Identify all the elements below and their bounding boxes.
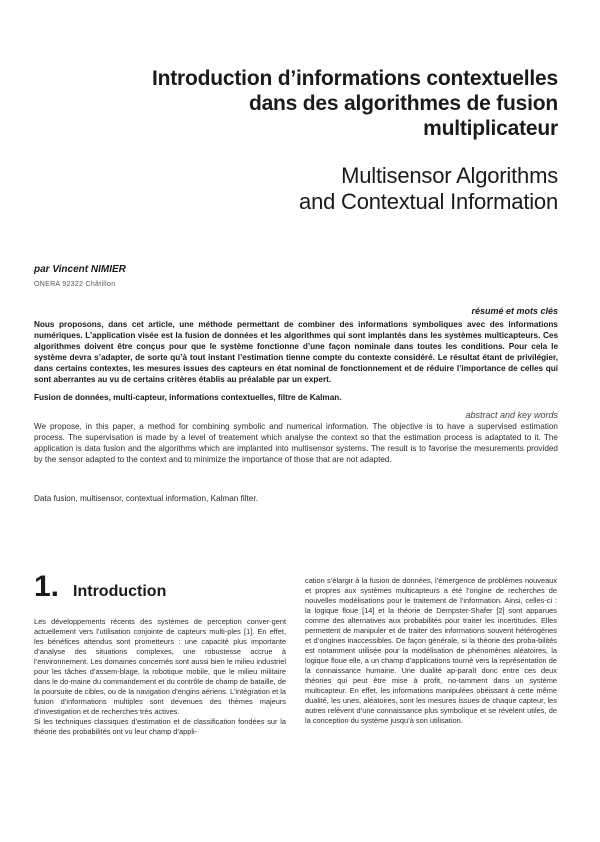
intro-left-column — [34, 617, 286, 737]
section-heading — [34, 570, 166, 604]
english-title-line: and Contextual Information — [299, 189, 558, 214]
abstract-heading: abstract and key words — [465, 410, 558, 420]
intro-paragraph: Les développements récents des systèmes de perception conver-gent actuellement vers l’utilisation conjointe de capteurs multi-ples [1]. En effet, les bénéfices attendus sont prometteurs : une capacité plus importante d’analyse des situations complexes, une robustesse accrue à l’environnement. Les domaines concernés sont aussi bien le milieu industriel pour les tâches d’assem-blage, la robotique mobile, que le milieu militaire dans le do-maine du commandement et du contrôle de champ de bataille, de la poursuite de cibles, ou de la navigation d’engins aériens. L’intégration et la fusion d’informations multiples sont devenues des thèmes majeurs d’investigation et de recherches très actives. — [34, 617, 286, 716]
french-title-line: dans des algorithmes de fusion — [248, 92, 558, 115]
title-block — [150, 66, 558, 215]
english-keywords: Data fusion, multisensor, contextual information, Kalman filter. — [34, 494, 258, 503]
english-abstract: We propose, in this paper, a method for combining symbolic and numerical information. The objective is to have a supervised estimation process. The supervisation is made by a level of treatement which analyse the context so that the estimation process is adaptated to it. The application is data fusion and the algorithms which are implanted into multisensor systems. The result is to favorise the mesurements provided by the sensor adapted to the context and to minimize the importance of those that are not adapted. — [34, 422, 558, 464]
french-keywords: Fusion de données, multi-capteur, informations contextuelles, filtre de Kalman. — [34, 393, 342, 402]
intro-right-column — [305, 576, 557, 726]
intro-paragraph: cation s’élargir à la fusion de données, l’émergence de problèmes nouveaux et propres aux systèmes multicapteurs a été l’origine de recherches de nouvelles modélisations pour le traitement de l’information. Ainsi, celles-ci : la logique floue [14] et la théorie de Dempster-Shafer [2] sont apparues comme des alternatives aux probabilités pour traiter les incertitudes. Elles permettent de manipuler et de traiter des informations souvent hétérogènes et d’origines inaccessibles. De façon générale, si la théorie des proba-bilités est notamment utilisée pour la modélisation de phénomènes aléatoires, la logique floue elle, a un champ d’applications tourné vers la représentation de la connaissance humaine. Une dualité ap-paraît donc entre ces deux théories qui peut être mise à profit, no-tamment dans un système multicapteur. En effet, les informations manipulées obéissant à cette même dualité, les unes, aléatoires, sont les mesures issues de chaque capteur, les autres relèvent d’une connaissance plus symbolique et se révèlent utiles, de la conception du système jusqu’à son utilisation. — [305, 576, 557, 725]
french-title-line: multiplicateur — [423, 117, 558, 140]
resume-heading: résumé et mots clés — [471, 306, 558, 316]
french-abstract: Nous proposons, dans cet article, une méthode permettant de combiner des informations symboliques avec des informations numériques. L’application visée est la fusion de données et les algorithmes qui sont implantés dans les systèmes multicapteurs. Ces algorithmes doivent être conçus pour que le système fonctionne d’une façon nominale dans toutes les conditions. Pour cela le système devra s’adapter, de sorte qu’à tout instant l’estimation tienne compte du contexte considéré. Le résultat étant de privilégier, dans certains contextes, les mesures issues des capteurs en état nominal de fonctionnement et de réduire l’importance de celles qui sont aberrantes au vu de certains critères établis au préalable par un expert. — [34, 320, 558, 384]
section-title: Introduction — [73, 583, 167, 600]
author: par Vincent NIMIER — [34, 264, 126, 275]
french-title — [150, 66, 558, 141]
affiliation: ONERA 92322 Châtillon — [34, 281, 116, 288]
intro-paragraph: Si les techniques classiques d’estimation et de classification fondées sur la théorie des probabilités ont vu leur champ d’appli- — [34, 717, 286, 736]
english-title-line: Multisensor Algorithms — [341, 163, 558, 188]
english-title — [150, 163, 558, 215]
section-number: 1. — [34, 570, 60, 603]
french-title-line: Introduction d’informations contextuelles — [152, 67, 558, 90]
